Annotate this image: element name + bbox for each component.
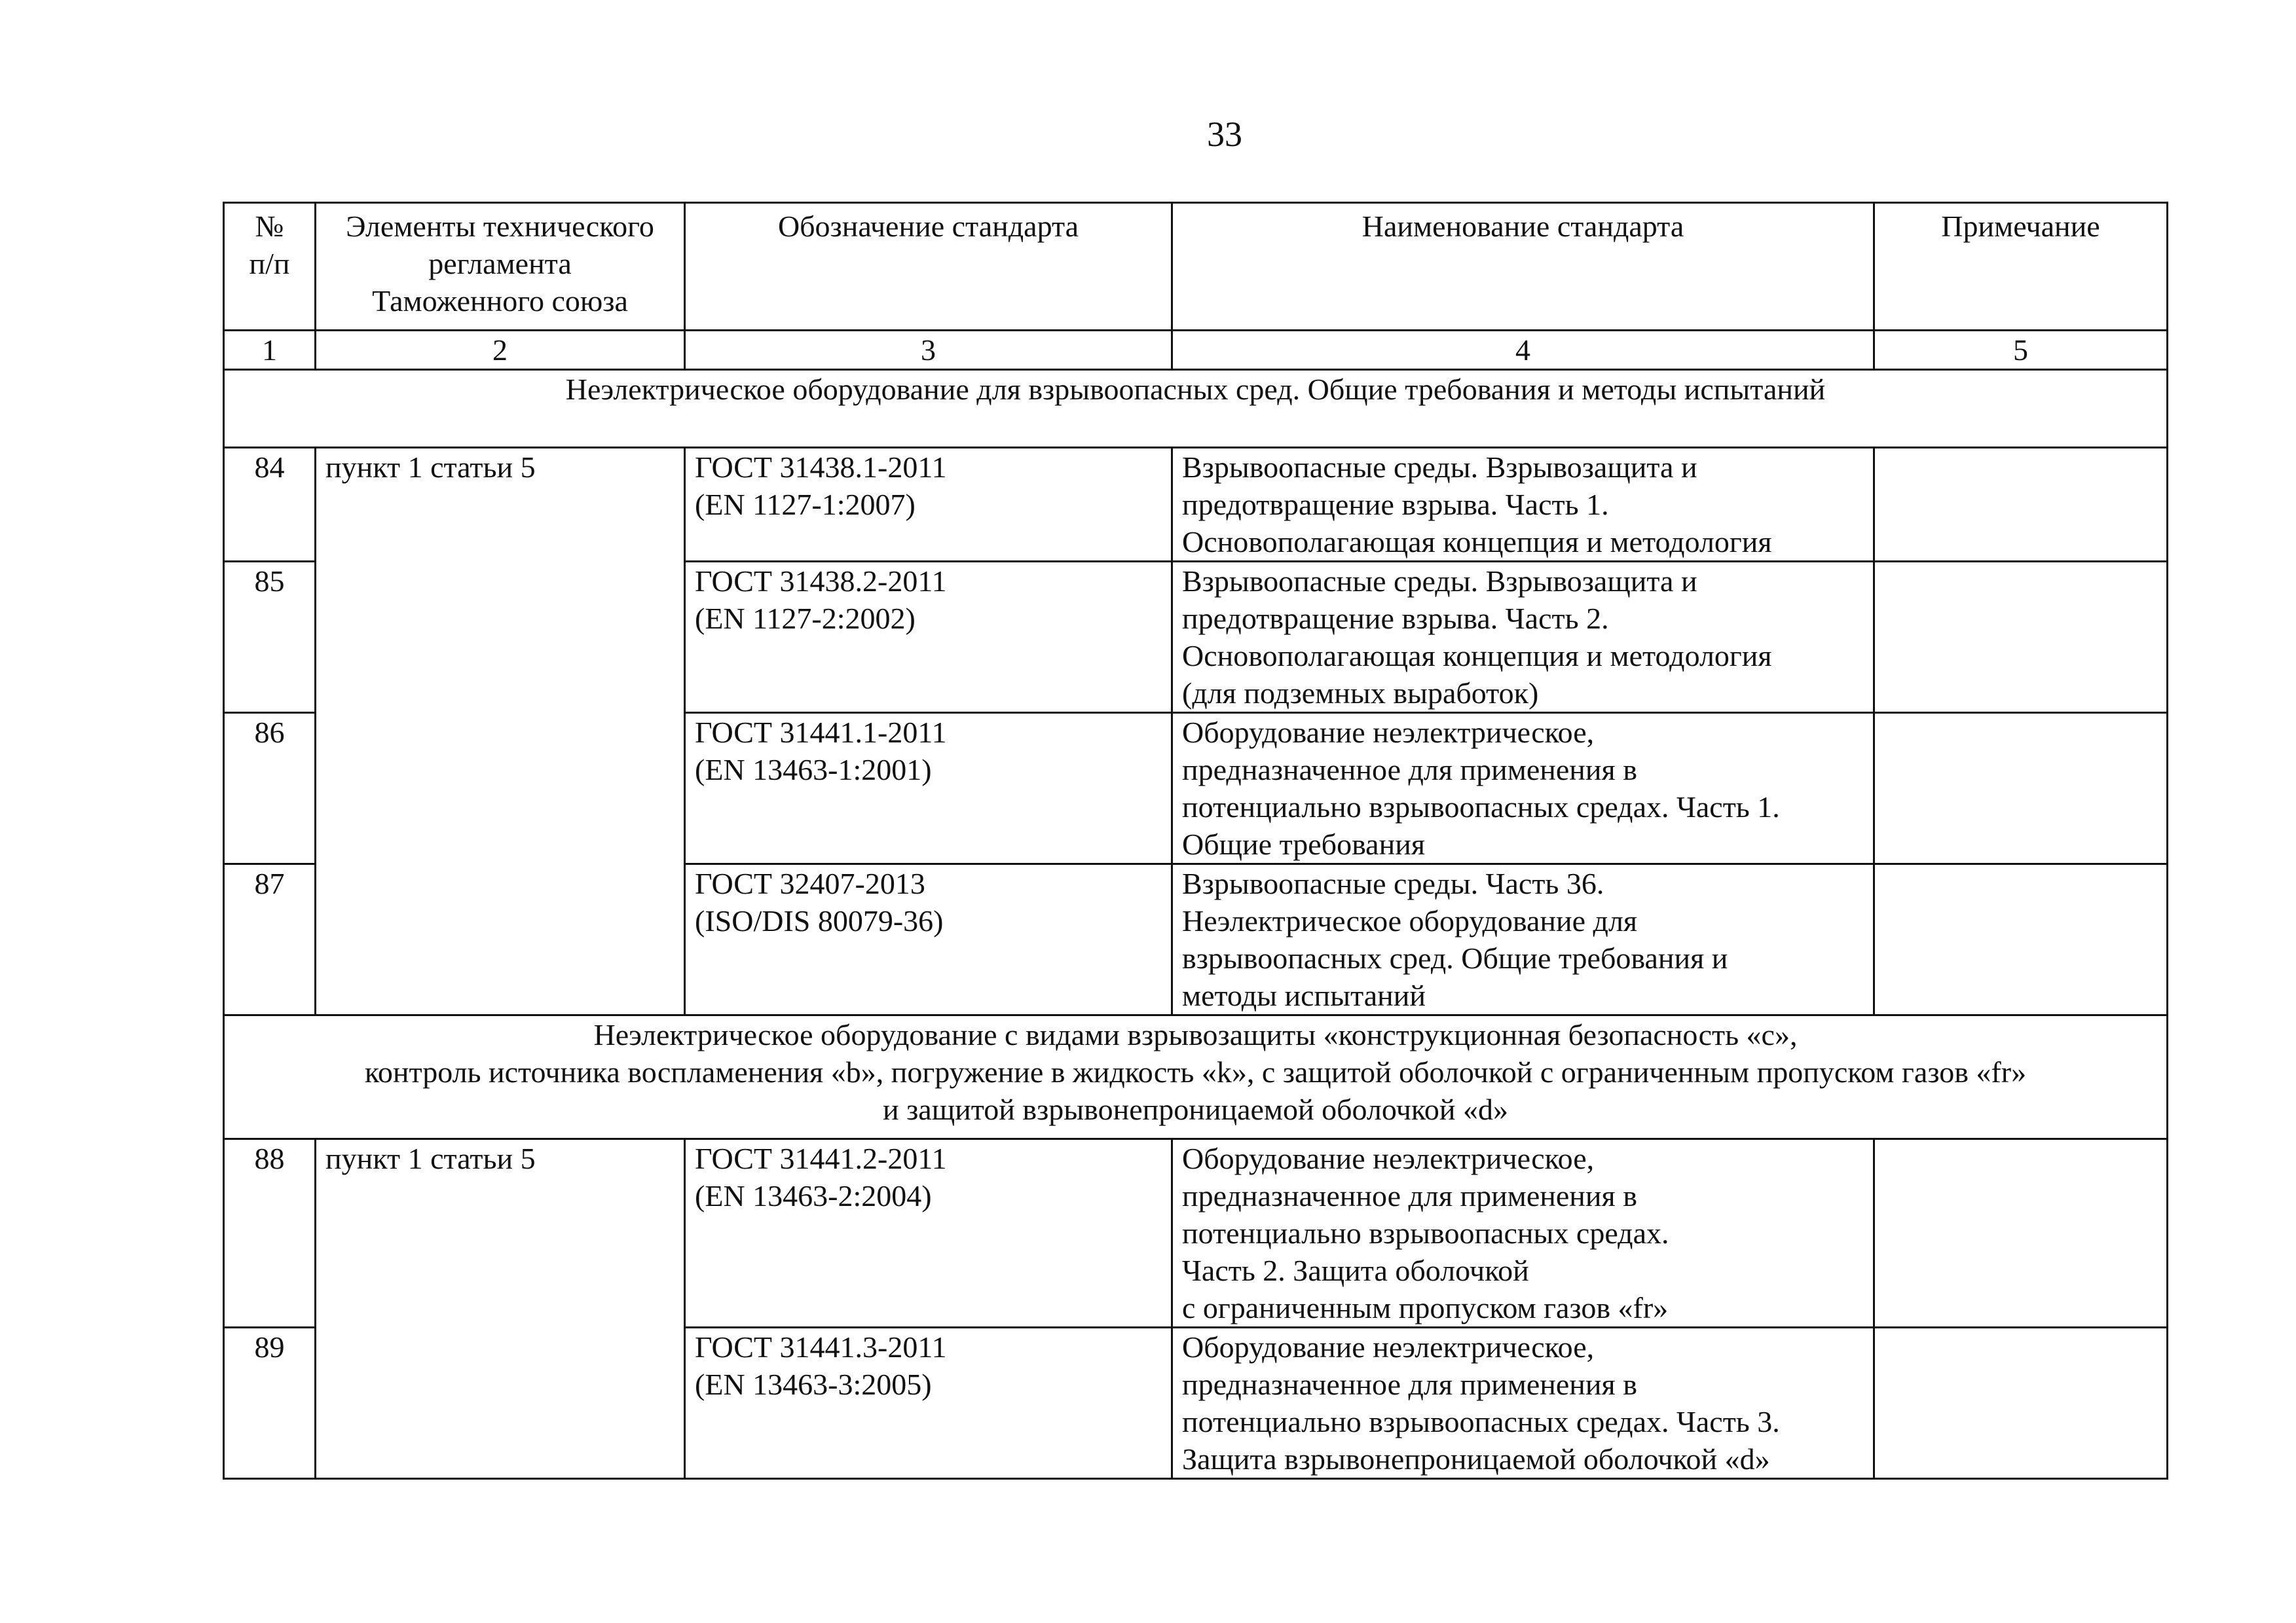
column-index: 1 [224,331,316,370]
table-row [224,448,2168,562]
standard-note [1874,1139,2168,1328]
section-title: Неэлектрическое оборудование для взрывоопасных сред. Общие требования и методы испытаний [224,370,2168,448]
standard-designation: ГОСТ 31441.1-2011 (EN 13463-1:2001) [685,713,1172,864]
standard-designation: ГОСТ 31438.2-2011 (EN 1127-2:2002) [685,562,1172,713]
regulation-element: пункт 1 статьи 5 [316,448,685,1015]
column-index: 3 [685,331,1172,370]
column-index: 2 [316,331,685,370]
column-index: 5 [1874,331,2168,370]
header-num: № п/п [224,203,316,331]
standard-name: Оборудование неэлектрическое, предназначенное для применения в потенциально взрывоопасных средах. Часть 2. Защита оболочкой с ограниченным пропуском газов «fr» [1172,1139,1874,1328]
section-title: Неэлектрическое оборудование с видами взрывозащиты «конструкционная безопасность «с», контроль источника воспламенения «b», погружение в жидкость «k», с защитой оболочкой с ограниченным пропуском газов «fr» и защитой взрывонепроницаемой оболочкой «d» [224,1015,2168,1139]
standard-designation: ГОСТ 32407-2013 (ISO/DIS 80079-36) [685,864,1172,1015]
standard-name: Взрывоопасные среды. Часть 36. Неэлектрическое оборудование для взрывоопасных сред. Общие требования и методы испытаний [1172,864,1874,1015]
column-index: 4 [1172,331,1874,370]
standard-note [1874,448,2168,562]
page-number: 33 [1207,115,1242,154]
standard-note [1874,713,2168,864]
row-number: 87 [224,864,316,1015]
row-number: 86 [224,713,316,864]
section-row [224,370,2168,448]
header-row [224,203,2168,331]
standards-table [223,202,2168,1480]
regulation-element: пункт 1 статьи 5 [316,1139,685,1479]
row-number: 85 [224,562,316,713]
standard-designation: ГОСТ 31441.3-2011 (EN 13463-3:2005) [685,1328,1172,1479]
row-number: 89 [224,1328,316,1479]
table-row [224,1139,2168,1328]
section-row [224,1015,2168,1139]
header-note: Примечание [1874,203,2168,331]
row-number: 88 [224,1139,316,1328]
header-elements: Элементы технического регламента Таможенного союза [316,203,685,331]
standard-name: Взрывоопасные среды. Взрывозащита и предотвращение взрыва. Часть 2. Основополагающая концепция и методология (для подземных выработок) [1172,562,1874,713]
column-index-row [224,331,2168,370]
standard-note [1874,864,2168,1015]
standard-name: Взрывоопасные среды. Взрывозащита и предотвращение взрыва. Часть 1. Основополагающая концепция и методология [1172,448,1874,562]
standard-note [1874,1328,2168,1479]
standard-name: Оборудование неэлектрическое, предназначенное для применения в потенциально взрывоопасных средах. Часть 3. Защита взрывонепроницаемой оболочкой «d» [1172,1328,1874,1479]
standard-designation: ГОСТ 31441.2-2011 (EN 13463-2:2004) [685,1139,1172,1328]
standard-note [1874,562,2168,713]
header-name: Наименование стандарта [1172,203,1874,331]
row-number: 84 [224,448,316,562]
header-designation: Обозначение стандарта [685,203,1172,331]
standard-name: Оборудование неэлектрическое, предназначенное для применения в потенциально взрывоопасных средах. Часть 1. Общие требования [1172,713,1874,864]
standard-designation: ГОСТ 31438.1-2011 (EN 1127-1:2007) [685,448,1172,562]
